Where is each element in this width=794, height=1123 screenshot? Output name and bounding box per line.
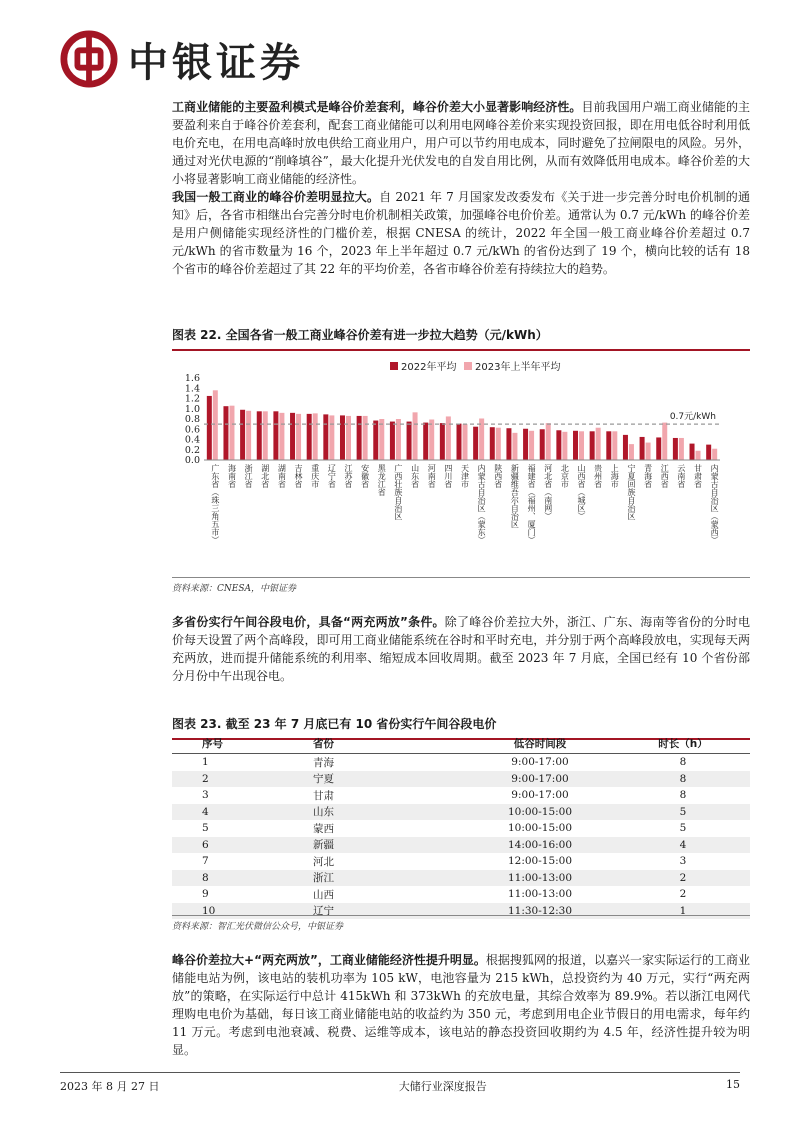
page-footer <box>60 1072 740 1094</box>
table-body <box>172 754 750 920</box>
header-valley-period: 低谷时间段 <box>464 734 616 754</box>
x-category-label: 内蒙古自治区（蒙西） <box>710 464 720 544</box>
x-category-label: 重庆市 <box>310 464 320 488</box>
y-tick-label: 1.4 <box>184 383 200 395</box>
table-row <box>172 787 750 804</box>
paragraph-1-body: 目前我国用户端工商业储能的主要盈利来自于峰谷价差套利，配套工商业储能可以利用电网峰谷差价来实现投资回报，即在用电低谷时利用低电价充电，在用电高峰时放电供给工商业用户，用户可以节约用电成本，同时避免了拉闸限电的风险。另外，通过对光伏电源的“削峰填谷”，最大化提升光伏发电的自发自用比例，从而有效降低用电成本。峰谷价差的大小将显著影响工商业储能的经济性。 <box>172 100 750 186</box>
bar-2022 <box>223 406 228 460</box>
row-valley-period: 9:00-17:00 <box>511 756 569 769</box>
table-row <box>172 771 750 788</box>
row-valley-period: 10:00-15:00 <box>507 822 573 835</box>
bar-2022 <box>240 410 245 460</box>
x-category-label: 内蒙古自治区（蒙东） <box>477 464 487 544</box>
table-row <box>172 804 750 821</box>
x-category-label: 海南省 <box>227 464 237 488</box>
bar-2023h1 <box>496 428 501 460</box>
row-duration: 5 <box>616 804 750 821</box>
x-category-label: 河北省（南网） <box>543 464 553 520</box>
bar-2022 <box>323 414 328 460</box>
bar-2022 <box>656 437 661 460</box>
bar-2023h1 <box>679 438 684 460</box>
x-category-label: 贵州省 <box>593 464 603 488</box>
x-category-label: 四川省 <box>443 464 453 488</box>
bar-2022 <box>606 431 611 460</box>
bar-2023h1 <box>596 428 601 460</box>
paragraph-3 <box>172 613 750 685</box>
bar-2022 <box>556 430 561 460</box>
x-category-label: 湖北省 <box>260 464 270 488</box>
row-duration: 2 <box>616 870 750 887</box>
y-tick-label: 1.0 <box>184 403 200 415</box>
bar-2023h1 <box>463 424 468 460</box>
bar-2023h1 <box>246 411 251 460</box>
y-tick-label: 1.2 <box>184 393 200 405</box>
paragraph-1 <box>172 98 750 188</box>
bar-2023h1 <box>546 423 551 460</box>
table-row <box>172 820 750 837</box>
row-index: 5 <box>202 822 209 835</box>
row-province: 辽宁 <box>293 903 464 920</box>
bar-2022 <box>423 423 428 460</box>
bar-2023h1 <box>429 420 434 460</box>
footer-page-number: 15 <box>725 1078 740 1091</box>
x-category-label: 云南省 <box>676 464 686 488</box>
paragraph-4-body: 根据搜狐网的报道，以嘉兴一家实际运行的工商业储能电站为例，该电站的装机功率为 105 kW，电池容量为 215 kWh，总投资约为 40 万元，实行“两充两放”的策略，在实际运行中总计 415kWh 和 373kWh 的充放电量，其综合效率为 89.9%。若以浙江电网代理购电电价为基础，每日该工商业储能电站的收益约为 350 元，考虑到用电企业节假日的用电需求，每年约 11 万元。考虑到电池衰减、税费、运维等成本，该电站的静态投资回收期约为 4.5 年，经济性提升较为明显。 <box>172 953 750 1057</box>
bar-2023h1 <box>579 431 584 460</box>
row-index: 6 <box>172 837 293 854</box>
bar-2023h1 <box>396 419 401 460</box>
bar-2022 <box>257 411 262 460</box>
legend-swatch <box>464 362 472 370</box>
row-valley-period: 11:30-12:30 <box>464 903 616 920</box>
x-category-label: 陕西省 <box>493 464 503 488</box>
bar-2023h1 <box>279 413 284 460</box>
bar-2023h1 <box>213 390 218 460</box>
y-tick-label: 0.6 <box>184 424 200 436</box>
paragraph-3-lead: 多省份实行午间谷段电价，具备“两充两放”条件。 <box>172 615 445 629</box>
bar-2023h1 <box>712 449 717 460</box>
row-valley-period: 12:00-15:00 <box>507 855 573 868</box>
legend-swatch <box>390 362 398 370</box>
legend-label: 2023年上半年平均 <box>475 362 561 373</box>
x-category-label: 河南省 <box>427 464 437 488</box>
bar-2022 <box>506 428 511 460</box>
row-province: 宁夏 <box>293 771 464 788</box>
x-category-label: 北京市 <box>560 464 570 488</box>
y-tick-label: 0.8 <box>184 414 200 425</box>
row-province: 甘肃 <box>313 789 334 802</box>
y-tick-label: 1.6 <box>184 373 200 384</box>
x-category-label: 安徽省 <box>360 464 370 488</box>
row-duration: 5 <box>679 822 687 835</box>
row-index: 2 <box>172 771 293 788</box>
row-province: 新疆 <box>293 837 464 854</box>
x-category-label: 青海省 <box>643 464 653 488</box>
x-category-label: 福建省（福州、厦门） <box>527 464 537 544</box>
row-duration: 8 <box>616 771 750 788</box>
x-category-label: 山东省 <box>410 464 420 488</box>
bar-2022 <box>373 421 378 460</box>
valley-price-table <box>172 734 750 919</box>
row-province: 河北 <box>313 855 334 868</box>
header-province: 省份 <box>293 734 464 754</box>
bar-2022 <box>390 422 395 460</box>
bar-2023h1 <box>296 414 301 460</box>
bar-2022 <box>457 424 462 460</box>
figure-23-title: 图表 23. 截至 23 年 7 月底已有 10 省份实行午间谷段电价 <box>172 715 750 740</box>
bar-2023h1 <box>346 416 351 460</box>
bar-2023h1 <box>612 431 617 460</box>
row-index: 8 <box>172 870 293 887</box>
figure-23-source: 资料来源：智汇光伏微信公众号，中银证券 <box>172 915 750 932</box>
bar-2022 <box>440 423 445 460</box>
x-category-label: 宁夏回族自治区 <box>626 464 636 520</box>
bar-2023h1 <box>529 431 534 460</box>
bar-2023h1 <box>562 432 567 460</box>
bar-2022 <box>523 429 528 460</box>
x-category-label: 吉林省 <box>294 464 304 488</box>
x-category-label: 广东省（珠三角五市） <box>210 464 220 544</box>
bar-2023h1 <box>229 406 234 460</box>
row-duration: 4 <box>616 837 750 854</box>
x-category-label: 山西省（城区） <box>577 464 587 520</box>
row-province: 青海 <box>313 756 334 769</box>
brand-name: 中银证券 <box>128 39 304 86</box>
legend-label: 2022年平均 <box>401 362 457 373</box>
bar-2023h1 <box>696 451 701 460</box>
footer-date: 2023 年 8 月 27 日 <box>60 1080 160 1093</box>
table-row <box>172 853 750 870</box>
row-valley-period: 14:00-16:00 <box>464 837 616 854</box>
bar-2022 <box>673 438 678 460</box>
x-category-label: 湖南省 <box>277 464 287 488</box>
x-category-label: 天津市 <box>460 464 470 488</box>
table-row <box>172 870 750 887</box>
bar-2023h1 <box>646 443 651 460</box>
y-tick-label: 0.2 <box>184 444 200 456</box>
paragraph-2-body: 自 2021 年 7 月国家发改委发布《关于进一步完善分时电价机制的通知》后，各省市相继出台完善分时电价机制相关政策，加强峰谷电价价差。通常认为 0.7 元/kWh 的峰谷价差是用户侧储能实现经济性的门槛价差，根据 CNESA 的统计，2022 年全国一般工商业峰谷价差超过 0.7 元/kWh 的省市数量为 16 个，2023 年上半年超过 0.7 元/kWh 的省份达到了 19 个，横向比较的话有 18 个省市的峰谷价差超过了其 22 年的平均价差，各省市峰谷价差有持续拉大的趋势。 <box>172 190 750 276</box>
row-duration: 2 <box>679 888 687 901</box>
reference-line-label: 0.7元/kWh <box>669 412 716 423</box>
bar-2022 <box>290 413 295 460</box>
price-spread-chart <box>172 352 750 574</box>
bar-2022 <box>640 437 645 460</box>
row-province: 山西 <box>313 888 334 901</box>
brand-logo <box>60 30 304 88</box>
bar-2023h1 <box>446 416 451 460</box>
bar-2022 <box>690 444 695 460</box>
paragraph-2 <box>172 188 750 278</box>
row-duration: 3 <box>679 855 687 868</box>
row-index: 10 <box>172 903 293 920</box>
bar-2022 <box>273 411 278 460</box>
x-category-label: 江西省 <box>660 464 670 488</box>
x-category-label: 浙江省 <box>244 464 254 488</box>
bar-2022 <box>407 422 412 460</box>
bar-2022 <box>590 431 595 460</box>
row-index: 9 <box>202 888 209 901</box>
bar-2023h1 <box>263 411 268 460</box>
header-index: 序号 <box>172 734 293 754</box>
row-province: 山东 <box>293 804 464 821</box>
bar-2022 <box>207 396 212 460</box>
table-row <box>172 754 750 771</box>
bar-2023h1 <box>329 415 334 460</box>
figure-22-title: 图表 22. 全国各省一般工商业峰谷价差有进一步拉大趋势（元/kWh） <box>172 326 750 351</box>
bar-2022 <box>490 427 495 460</box>
bar-2022 <box>573 431 578 460</box>
footer-report-title: 大储行业深度报告 <box>398 1080 487 1093</box>
header-duration: 时长（h） <box>616 734 750 754</box>
bar-2022 <box>706 445 711 460</box>
row-duration: 8 <box>679 789 687 802</box>
bar-2022 <box>340 415 345 460</box>
paragraph-4-lead: 峰谷价差拉大+“两充两放”，工商业储能经济性提升明显。 <box>172 953 486 967</box>
bar-2023h1 <box>512 433 517 460</box>
paragraph-4 <box>172 951 750 1059</box>
row-index: 1 <box>202 756 209 769</box>
bar-2022 <box>307 414 312 460</box>
row-valley-period: 10:00-15:00 <box>464 804 616 821</box>
x-category-label: 江苏省 <box>343 464 353 488</box>
row-index: 3 <box>202 789 209 802</box>
x-category-label: 辽宁省 <box>327 464 337 488</box>
bank-of-china-logo-icon <box>60 30 118 88</box>
figure-22-source: 资料来源：CNESA，中银证券 <box>172 577 750 594</box>
table-row <box>172 837 750 854</box>
row-valley-period: 11:00-13:00 <box>464 870 616 887</box>
bar-2022 <box>357 416 362 460</box>
x-category-label: 黑龙江省 <box>377 464 387 496</box>
row-valley-period: 9:00-17:00 <box>511 789 569 802</box>
row-duration: 1 <box>616 903 750 920</box>
row-index: 7 <box>202 855 209 868</box>
bar-2023h1 <box>363 416 368 460</box>
bar-2023h1 <box>379 419 384 460</box>
bar-2023h1 <box>662 423 667 460</box>
bar-2022 <box>623 435 628 460</box>
y-tick-label: 0.4 <box>184 434 200 446</box>
bar-2023h1 <box>313 413 318 460</box>
table-header-row <box>172 734 750 754</box>
x-category-label: 新疆维吾尔自治区 <box>510 464 520 528</box>
bar-2022 <box>540 429 545 460</box>
y-tick-label: 0.0 <box>184 455 200 466</box>
row-province: 蒙西 <box>313 822 334 835</box>
row-valley-period: 11:00-13:00 <box>507 888 573 901</box>
table-row <box>172 886 750 903</box>
x-category-label: 上海市 <box>610 464 620 488</box>
row-valley-period: 9:00-17:00 <box>464 771 616 788</box>
x-category-label: 甘肃省 <box>693 464 703 488</box>
bar-2022 <box>473 427 478 460</box>
paragraph-3-body: 除了峰谷价差拉大外，浙江、广东、海南等省份的分时电价每天设置了两个高峰段，即可用工商业储能系统在谷时和平时充电，并分别于两个高峰段放电，实现每天两充两放，进而提升储能系统的利用率、缩短成本回收周期。截至 2023 年 7 月底，全国已经有 10 个省份部分月份中午出现谷电。 <box>172 615 750 683</box>
row-index: 4 <box>172 804 293 821</box>
bar-2023h1 <box>413 412 418 460</box>
paragraph-2-lead: 我国一般工商业的峰谷价差明显拉大。 <box>172 190 380 204</box>
bar-2023h1 <box>629 444 634 460</box>
row-duration: 8 <box>679 756 687 769</box>
x-category-label: 广西壮族自治区 <box>393 464 403 520</box>
row-province: 浙江 <box>293 870 464 887</box>
paragraph-1-lead: 工商业储能的主要盈利模式是峰谷价差套利，峰谷价差大小显著影响经济性。 <box>172 100 582 114</box>
